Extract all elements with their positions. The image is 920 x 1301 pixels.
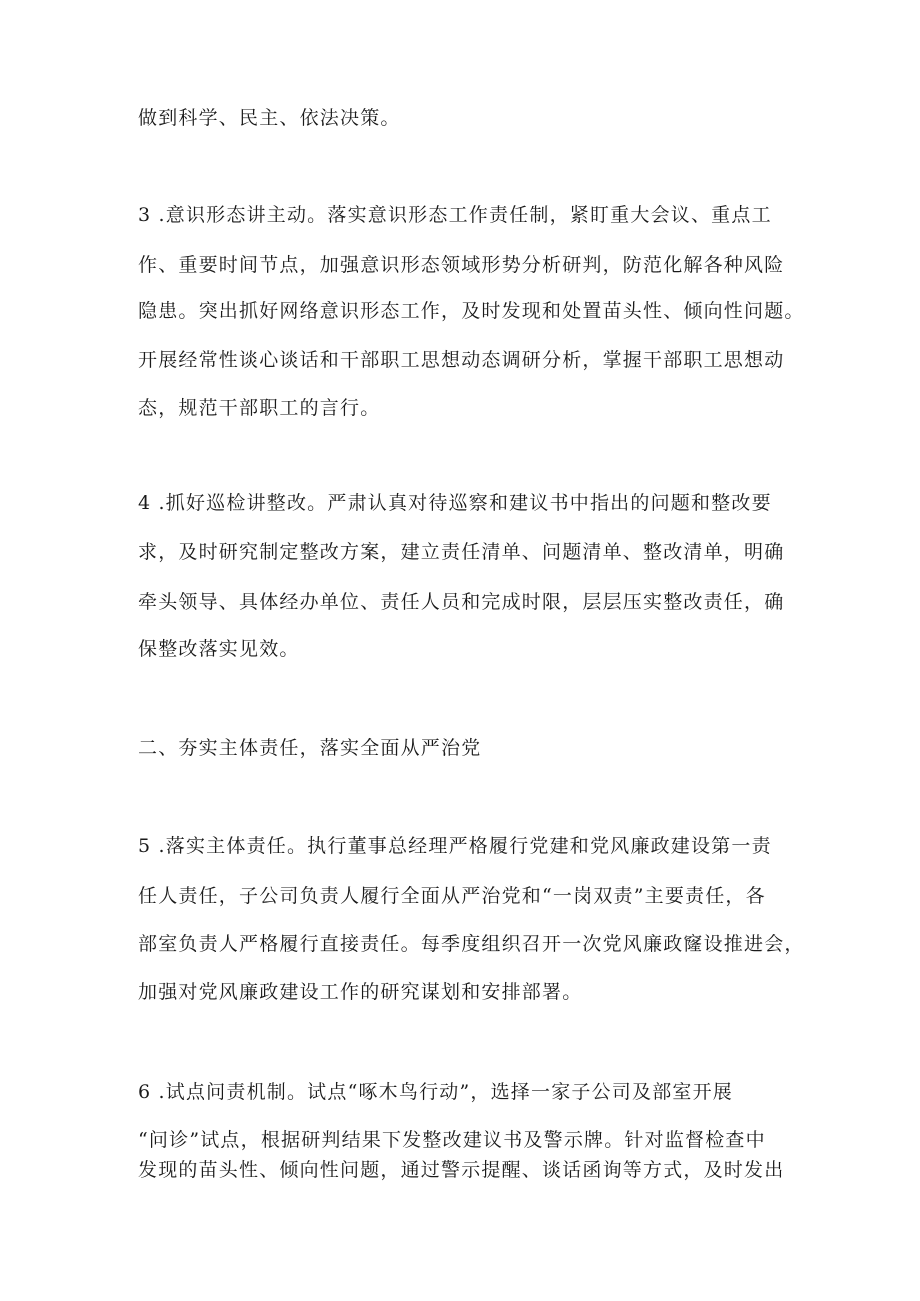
text-line-18: 发现的苗头性、倾向性问题，通过警示提醒、谈话函询等方式，及时发出 [138,1159,785,1181]
text-line-13: 任人责任，子公司负责人履行全面从严治党和“一岗双责”主要责任，各 [138,885,766,907]
text-line-17: “问诊”试点，根据研判结果下发整改建议书及警示牌。针对监督检查中 [138,1129,766,1151]
text-line-10: 保整改落实见效。 [138,638,300,660]
text-line-5: 开展经常性谈心谈话和干部职工思想动态调研分析，掌握干部职工思想动 [138,349,785,371]
text-line-14: 部室负责人严格履行直接责任。每季度组织召开一次党风廉政窿设推进会， [138,933,805,955]
text-line-12: 5 .落实主体责任。执行董事总经理严格履行党建和党风廉政建设第一责 [138,835,772,857]
text-line-8: 求，及时研究制定整改方案，建立责任清单、问题清单、整改清单，明确 [138,541,785,563]
section-heading: 二、夯实主体责任，落实全面从严治党 [138,737,482,759]
text-line-16: 6 .试点问责机制。试点“啄木鸟行动”，选择一家子公司及部室开展 [138,1081,733,1103]
text-line-9: 牵头领导、具体经办单位、责任人员和完成时限，层层压实整改责任，确 [138,591,785,613]
text-line-3: 作、重要时间节点，加强意识形态领域形势分析研判，防范化解各种风险 [138,254,785,276]
text-line-1: 做到科学、民主、依法决策。 [138,107,401,129]
text-line-7: 4 .抓好巡检讲整改。严肃认真对待巡察和建议书中指出的问题和整改要 [138,492,772,514]
text-line-6: 态，规范干部职工的言行。 [138,397,381,419]
text-line-4: 隐患。突出抓好网络意识形态工作，及时发现和处置苗头性、倾向性问题。 [138,300,805,322]
text-line-2: 3 .意识形态讲主动。落实意识形态工作责任制，紧盯重大会议、重点工 [138,204,772,226]
text-line-15: 加强对党风廉政建设工作的研究谋划和安排部署。 [138,981,583,1003]
